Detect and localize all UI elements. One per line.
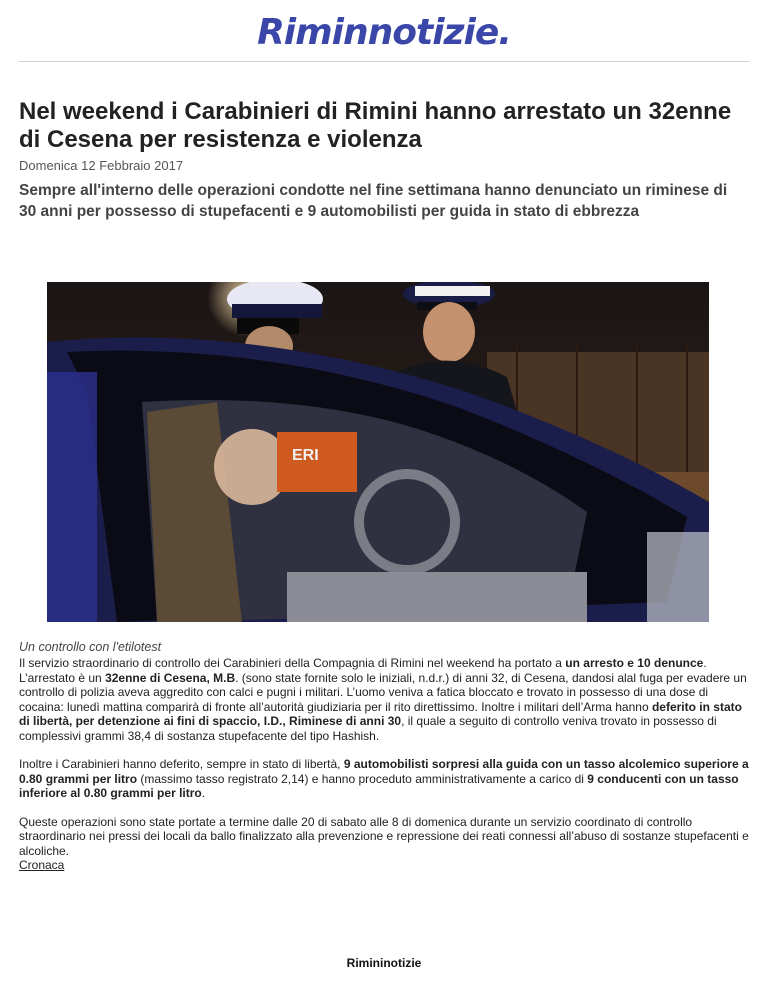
category-link[interactable]: Cronaca <box>19 858 65 872</box>
article-photo <box>47 282 709 622</box>
paragraph-1: Il servizio straordinario di controllo dei Carabinieri della Compagnia di Rimini nel weekend ha portato a un arresto e 10 denunce. L’arrestato è un 32enne di Cesena, M.B. (sono state fornite solo le iniziali, n.d.r.) di anni 32, di Cesena, dandosi alal fuga per evadere un controllo di polizia aveva aggredito con calci e pugni i militari. L’uomo veniva a fatica bloccato e trovato in possesso di una dose di cocaina: lunedì mattina comparirà di fronte all’autorità giudiziaria per il rito direttissimo. Inoltre i militari dell’Arma hanno deferito in stato di libertà, per detenzione ai fini di spaccio, I.D., Riminese di anni 30, il quale a seguito di controllo veniva trovato in possesso di complessivi grammi 38,4 di sostanza stupefacente del tipo Hashish. <box>19 656 747 743</box>
header-divider <box>19 61 749 62</box>
article-title: Nel weekend i Carabinieri di Rimini hanno arrestato un 32enne di Cesena per resistenza e violenza <box>19 98 732 153</box>
image-caption: Un controllo con l'etilotest <box>19 640 162 654</box>
footer-site-name: Rimininotizie <box>346 956 422 970</box>
article-body <box>19 656 749 873</box>
article-subtitle: Sempre all'interno delle operazioni condotte nel fine settimana hanno denunciato un riminese di 30 anni per possesso di stupefacenti e 9 automobilisti per guida in stato di ebbrezza <box>19 182 728 220</box>
paragraph-3: Queste operazioni sono state portate a termine dalle 20 di sabato alle 8 di domenica durante un servizio coordinato di controllo straordinario nei pressi dei locali da ballo finalizzato alla prevenzione e repressione dei reati connessi all’abuso di sostanze stupefacenti e alcoliche. Cronaca <box>19 814 749 872</box>
paragraph-2: Inoltre i Carabinieri hanno deferito, sempre in stato di libertà, 9 automobilisti sorpresi alla guida con un tasso alcolemico superiore a 0.80 grammi per litro (massimo tasso registrato 2,14) e hanno proceduto amministrativamente a carico di 9 conducenti con un tasso inferiore al 0.80 grammi per litro. <box>19 757 749 800</box>
article-date: Domenica 12 Febbraio 2017 <box>19 158 184 173</box>
site-logo[interactable]: Riminnotizie. <box>257 12 511 53</box>
photo-badge-text: ERI <box>292 447 319 464</box>
